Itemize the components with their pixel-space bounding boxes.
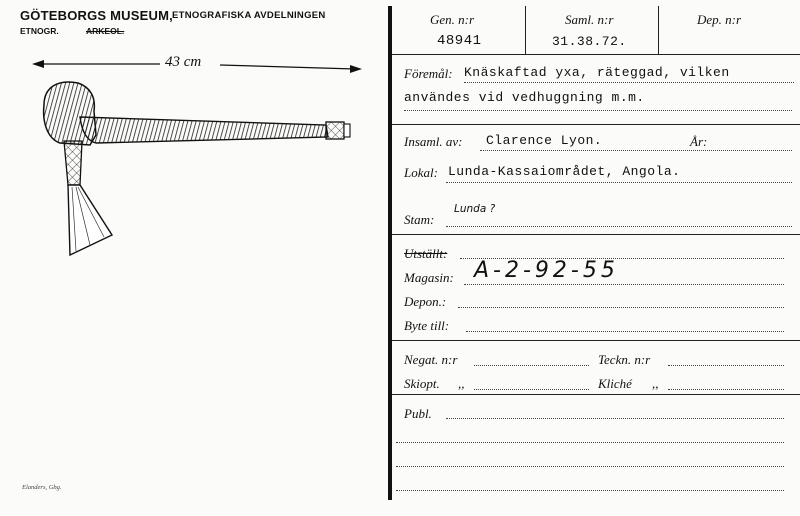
skiopt-label: Skiopt. bbox=[404, 376, 440, 391]
negat-rule bbox=[474, 365, 589, 366]
foremal-line-1: Knäskaftad yxa, räteggad, vilken bbox=[464, 65, 730, 80]
lokal-label: Lokal: bbox=[404, 165, 438, 180]
stam-label: Stam: bbox=[404, 212, 435, 227]
header-divider-2 bbox=[658, 6, 659, 54]
publ-rule-1 bbox=[446, 418, 784, 419]
publ-rule-3 bbox=[396, 466, 784, 467]
foremal-line-2: användes vid vedhuggning m.m. bbox=[404, 90, 645, 105]
lokal-rule bbox=[446, 182, 792, 183]
depon-label: Depon.: bbox=[404, 294, 447, 309]
kliche-rule bbox=[668, 389, 784, 390]
department-name: ETNOGRAFISKA AVDELNINGEN bbox=[172, 10, 326, 21]
etnogr-label: ETNOGR. bbox=[20, 26, 59, 36]
dep-label: Dep. n:r bbox=[697, 12, 742, 27]
stam-rule bbox=[446, 226, 792, 227]
magasin-value: A-2-92-55 bbox=[474, 258, 619, 283]
storage-divider bbox=[392, 340, 800, 341]
axe-drawing bbox=[30, 75, 360, 265]
stam-divider bbox=[392, 234, 800, 235]
ar-label: År: bbox=[690, 134, 708, 149]
skiopt-rule bbox=[474, 389, 589, 390]
insaml-value: Clarence Lyon. bbox=[486, 133, 603, 148]
foremal-line-2-rule bbox=[404, 110, 792, 111]
teckn-rule bbox=[668, 365, 784, 366]
saml-value: 31.38.72. bbox=[552, 34, 627, 49]
printer-imprint: Elanders, Gbg. bbox=[22, 484, 62, 491]
publ-rule-2 bbox=[396, 442, 784, 443]
dimension-label: 43 cm bbox=[165, 54, 202, 70]
utstallt-label: Utställt: bbox=[404, 246, 448, 261]
card-margin-rule bbox=[388, 6, 392, 500]
kliche-mark: ,, bbox=[652, 376, 659, 391]
stam-value: Lunda ? bbox=[454, 203, 496, 215]
header-divider-1 bbox=[525, 6, 526, 54]
skiopt-mark: ,, bbox=[458, 376, 465, 391]
foremal-rule bbox=[392, 124, 800, 125]
header-rule bbox=[392, 54, 800, 55]
arkeol-label: ARKEOL. bbox=[86, 26, 125, 36]
insaml-label: Insaml. av: bbox=[404, 134, 463, 149]
museum-name: GÖTEBORGS MUSEUM, bbox=[20, 8, 173, 23]
byte-label: Byte till: bbox=[404, 318, 450, 333]
byte-rule bbox=[466, 331, 784, 332]
publ-rule-4 bbox=[396, 490, 784, 491]
teckn-label: Teckn. n:r bbox=[598, 352, 651, 367]
insaml-rule bbox=[480, 150, 792, 151]
depon-rule bbox=[458, 307, 784, 308]
foremal-label: Föremål: bbox=[404, 66, 453, 81]
magasin-rule bbox=[464, 284, 784, 285]
foremal-line-1-rule bbox=[464, 82, 794, 83]
gen-label: Gen. n:r bbox=[430, 12, 475, 27]
magasin-label: Magasin: bbox=[404, 270, 454, 285]
lokal-value: Lunda-Kassaiområdet, Angola. bbox=[448, 164, 681, 179]
photo-divider bbox=[392, 394, 800, 395]
publ-label: Publ. bbox=[404, 406, 432, 421]
kliche-label: Kliché bbox=[598, 376, 632, 391]
gen-value: 48941 bbox=[437, 33, 482, 49]
negat-label: Negat. n:r bbox=[404, 352, 458, 367]
saml-label: Saml. n:r bbox=[565, 12, 614, 27]
